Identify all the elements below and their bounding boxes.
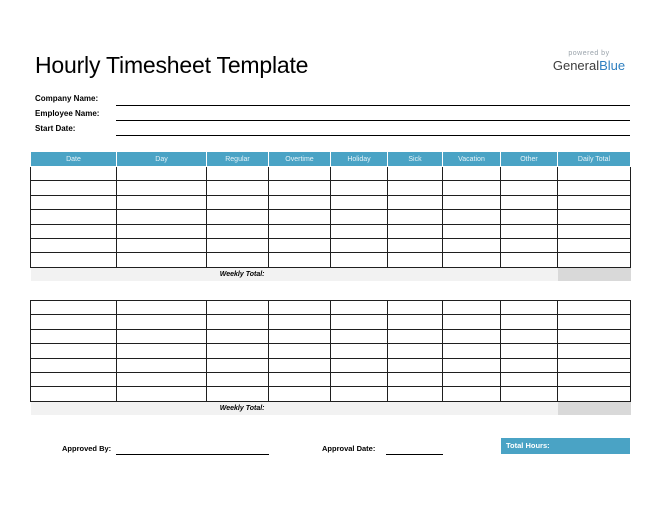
entry-cell[interactable]: [558, 329, 631, 343]
entry-cell[interactable]: [558, 301, 631, 315]
entry-cell[interactable]: [207, 253, 269, 267]
entry-cell[interactable]: [558, 195, 631, 209]
entry-cell[interactable]: [501, 253, 558, 267]
entry-cell[interactable]: [269, 344, 331, 358]
entry-cell[interactable]: [501, 344, 558, 358]
entry-cell[interactable]: [269, 315, 331, 329]
col-header-sick: Sick: [388, 152, 443, 167]
entry-cell[interactable]: [558, 253, 631, 267]
approval-date-label: Approval Date:: [322, 444, 376, 453]
entry-cell[interactable]: [269, 387, 331, 401]
entry-cell[interactable]: [558, 181, 631, 195]
col-header-regular: Regular: [207, 152, 269, 167]
entry-cell[interactable]: [443, 253, 501, 267]
entry-cell[interactable]: [269, 195, 331, 209]
entry-cell[interactable]: [331, 167, 388, 181]
employee-name-field[interactable]: [35, 109, 630, 123]
entry-cell[interactable]: [117, 344, 207, 358]
entry-cell[interactable]: [269, 372, 331, 386]
entry-cell[interactable]: [558, 224, 631, 238]
entry-cell[interactable]: [558, 372, 631, 386]
col-header-day: Day: [117, 152, 207, 167]
entry-cell[interactable]: [117, 167, 207, 181]
entry-cell[interactable]: [269, 358, 331, 372]
entry-cell[interactable]: [207, 181, 269, 195]
entry-cell[interactable]: [31, 238, 117, 252]
col-header-daily-total: Daily Total: [558, 152, 631, 167]
entry-cell[interactable]: [331, 224, 388, 238]
entry-cell[interactable]: [207, 344, 269, 358]
entry-cell[interactable]: [558, 344, 631, 358]
entry-cell[interactable]: [443, 224, 501, 238]
entry-cell[interactable]: [331, 210, 388, 224]
entry-cell[interactable]: [558, 387, 631, 401]
entry-cell[interactable]: [117, 301, 207, 315]
entry-cell[interactable]: [31, 301, 117, 315]
approved-by-label: Approved By:: [62, 444, 112, 453]
entry-cell[interactable]: [388, 329, 443, 343]
entry-cell[interactable]: [207, 167, 269, 181]
total-hours-box[interactable]: [501, 438, 630, 454]
entry-cell[interactable]: [388, 301, 443, 315]
entry-cell[interactable]: [117, 315, 207, 329]
table-row: [31, 372, 631, 386]
entry-cell[interactable]: [443, 387, 501, 401]
entry-cell[interactable]: [501, 358, 558, 372]
entry-cell[interactable]: [558, 167, 631, 181]
entry-cell[interactable]: [331, 181, 388, 195]
entry-cell[interactable]: [443, 301, 501, 315]
entry-cell[interactable]: [558, 238, 631, 252]
weekly-total-row: [31, 401, 631, 415]
entry-cell[interactable]: [501, 387, 558, 401]
entry-cell[interactable]: [443, 329, 501, 343]
entry-cell[interactable]: [31, 329, 117, 343]
table-row: [31, 210, 631, 224]
page-title: Hourly Timesheet Template: [35, 52, 309, 78]
employee-name-label: Employee Name:: [35, 109, 100, 118]
col-header-holiday: Holiday: [331, 152, 388, 167]
weekly-total-value[interactable]: [558, 401, 631, 415]
entry-cell[interactable]: [207, 238, 269, 252]
entry-cell[interactable]: [443, 181, 501, 195]
table-row: [31, 301, 631, 315]
entry-cell[interactable]: [269, 167, 331, 181]
weekly-total-spacer: [269, 401, 558, 415]
entry-cell[interactable]: [31, 387, 117, 401]
entry-cell[interactable]: [443, 210, 501, 224]
entry-cell[interactable]: [388, 167, 443, 181]
table-row: [31, 358, 631, 372]
entry-cell[interactable]: [269, 301, 331, 315]
start-date-label: Start Date:: [35, 124, 76, 133]
entry-cell[interactable]: [31, 167, 117, 181]
entry-cell[interactable]: [331, 301, 388, 315]
entry-cell[interactable]: [269, 329, 331, 343]
entry-cell[interactable]: [331, 372, 388, 386]
entry-cell[interactable]: [388, 372, 443, 386]
entry-cell[interactable]: [443, 195, 501, 209]
entry-cell[interactable]: [388, 224, 443, 238]
entry-cell[interactable]: [388, 210, 443, 224]
employee-name-line[interactable]: [116, 120, 630, 121]
weekly-total-value[interactable]: [558, 267, 631, 281]
entry-cell[interactable]: [331, 253, 388, 267]
weekly-total-row: [31, 267, 631, 281]
entry-cell[interactable]: [207, 195, 269, 209]
weekly-total-label: Weekly Total:: [31, 267, 269, 281]
entry-cell[interactable]: [388, 253, 443, 267]
entry-cell[interactable]: [501, 315, 558, 329]
entry-cell[interactable]: [501, 224, 558, 238]
entry-cell[interactable]: [207, 387, 269, 401]
entry-cell[interactable]: [331, 358, 388, 372]
table-row: [31, 195, 631, 209]
table-row: [31, 224, 631, 238]
entry-cell[interactable]: [117, 224, 207, 238]
table-row: [31, 315, 631, 329]
entry-cell[interactable]: [207, 329, 269, 343]
entry-cell[interactable]: [117, 238, 207, 252]
entry-cell[interactable]: [31, 224, 117, 238]
brand-logo: [549, 50, 629, 73]
entry-cell[interactable]: [269, 253, 331, 267]
col-header-date: Date: [31, 152, 117, 167]
entry-cell[interactable]: [331, 329, 388, 343]
entry-cell[interactable]: [501, 210, 558, 224]
company-name-field[interactable]: [35, 94, 630, 108]
entry-cell[interactable]: [443, 358, 501, 372]
entry-cell[interactable]: [31, 253, 117, 267]
entry-cell[interactable]: [443, 344, 501, 358]
weekly-total-label: Weekly Total:: [31, 401, 269, 415]
brand-name: GeneralBlue: [552, 58, 626, 73]
col-header-vacation: Vacation: [443, 152, 501, 167]
entry-cell[interactable]: [501, 167, 558, 181]
entry-cell[interactable]: [331, 315, 388, 329]
entry-cell[interactable]: [501, 301, 558, 315]
col-header-other: Other: [501, 152, 558, 167]
table-row: [31, 329, 631, 343]
table-header-row: [31, 152, 631, 167]
timesheet-week-2: [30, 300, 631, 415]
entry-cell[interactable]: [31, 181, 117, 195]
entry-cell[interactable]: [31, 358, 117, 372]
entry-cell[interactable]: [207, 315, 269, 329]
entry-cell[interactable]: [207, 372, 269, 386]
total-hours-label: Total Hours:: [506, 441, 550, 450]
entry-cell[interactable]: [269, 210, 331, 224]
entry-cell[interactable]: [443, 167, 501, 181]
entry-cell[interactable]: [117, 329, 207, 343]
entry-cell[interactable]: [269, 238, 331, 252]
entry-cell[interactable]: [117, 210, 207, 224]
entry-cell[interactable]: [117, 181, 207, 195]
entry-cell[interactable]: [31, 344, 117, 358]
entry-cell[interactable]: [117, 358, 207, 372]
company-name-line[interactable]: [116, 105, 630, 106]
approved-by-line[interactable]: [116, 454, 269, 455]
company-name-label: Company Name:: [35, 94, 99, 103]
entry-cell[interactable]: [117, 372, 207, 386]
entry-cell[interactable]: [443, 372, 501, 386]
weekly-total-spacer: [269, 267, 558, 281]
entry-cell[interactable]: [207, 301, 269, 315]
entry-cell[interactable]: [388, 195, 443, 209]
table-row: [31, 253, 631, 267]
table-row: [31, 238, 631, 252]
entry-cell[interactable]: [31, 372, 117, 386]
entry-cell[interactable]: [388, 387, 443, 401]
table-row: [31, 167, 631, 181]
entry-cell[interactable]: [501, 195, 558, 209]
table-row: [31, 387, 631, 401]
entry-cell[interactable]: [117, 253, 207, 267]
entry-cell[interactable]: [388, 238, 443, 252]
entry-cell[interactable]: [443, 315, 501, 329]
entry-cell[interactable]: [331, 387, 388, 401]
table-row: [31, 344, 631, 358]
approval-date-line[interactable]: [386, 454, 443, 455]
entry-cell[interactable]: [388, 181, 443, 195]
col-header-overtime: Overtime: [269, 152, 331, 167]
entry-cell[interactable]: [388, 358, 443, 372]
start-date-line[interactable]: [116, 135, 630, 136]
entry-cell[interactable]: [501, 372, 558, 386]
entry-cell[interactable]: [331, 344, 388, 358]
table-row: [31, 181, 631, 195]
entry-cell[interactable]: [331, 238, 388, 252]
entry-cell[interactable]: [269, 224, 331, 238]
start-date-field[interactable]: [35, 124, 630, 138]
entry-cell[interactable]: [558, 358, 631, 372]
entry-cell[interactable]: [207, 224, 269, 238]
timesheet-week-1: [30, 151, 631, 281]
entry-cell[interactable]: [207, 358, 269, 372]
entry-cell[interactable]: [269, 181, 331, 195]
entry-cell[interactable]: [117, 387, 207, 401]
powered-by-text: powered by: [568, 50, 610, 57]
entry-cell[interactable]: [443, 238, 501, 252]
entry-cell[interactable]: [558, 315, 631, 329]
entry-cell[interactable]: [207, 210, 269, 224]
entry-cell[interactable]: [331, 195, 388, 209]
entry-cell[interactable]: [117, 195, 207, 209]
entry-cell[interactable]: [501, 238, 558, 252]
entry-cell[interactable]: [31, 315, 117, 329]
entry-cell[interactable]: [388, 315, 443, 329]
entry-cell[interactable]: [558, 210, 631, 224]
entry-cell[interactable]: [388, 344, 443, 358]
entry-cell[interactable]: [31, 195, 117, 209]
entry-cell[interactable]: [31, 210, 117, 224]
entry-cell[interactable]: [501, 329, 558, 343]
entry-cell[interactable]: [501, 181, 558, 195]
